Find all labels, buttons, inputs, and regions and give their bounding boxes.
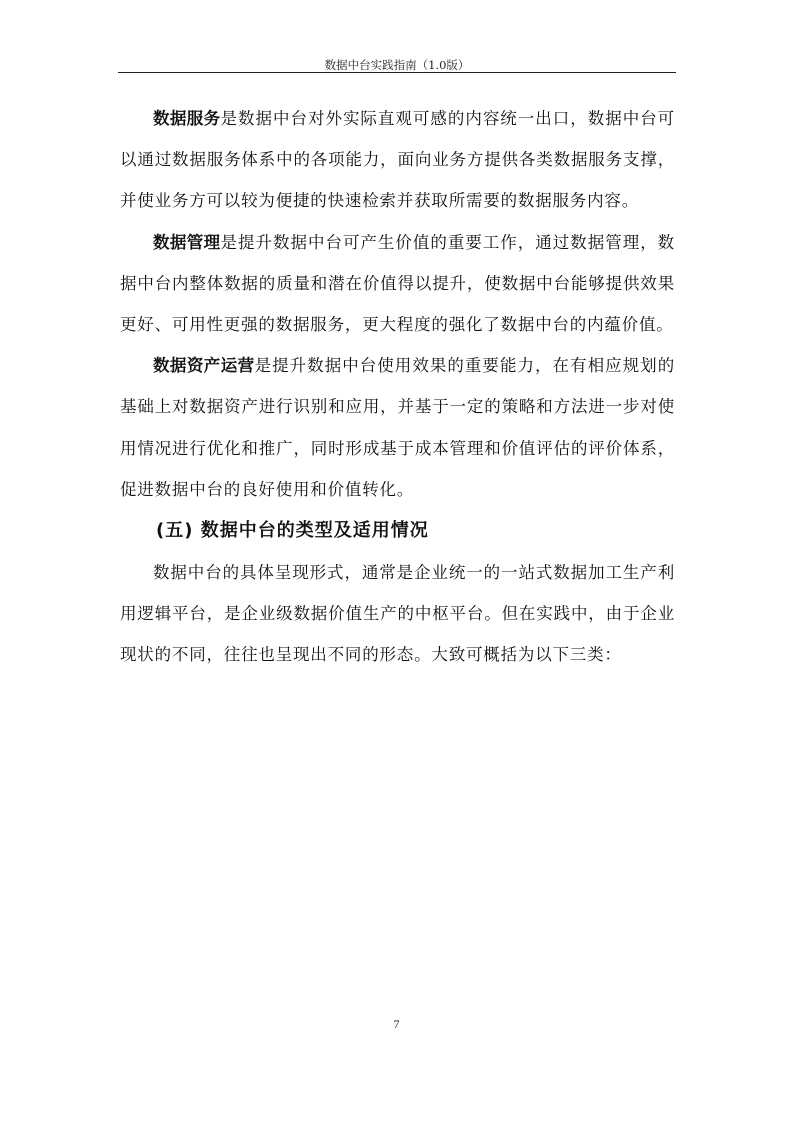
- term-data-management: 数据管理: [153, 232, 221, 252]
- running-header: 数据中台实践指南（1.0版）: [324, 58, 470, 72]
- term-data-service: 数据服务: [153, 109, 221, 128]
- section-heading: (五) 数据中台的类型及适用情况: [156, 520, 429, 542]
- header-rule: [118, 72, 676, 73]
- paragraph-text: 是提升数据中台使用效果的重要能力，在有相应规划的基础上对数据资产进行识别和应用，并基于一定的策略和方法进一步对使用情况进行优化和推广，同时形成基于成本管理和价值评估的评价体系，促进数据中台的良好使用和价值转化。: [120, 356, 676, 499]
- page-number: 7: [393, 1017, 400, 1031]
- term-data-asset-operation: 数据资产运营: [153, 356, 255, 376]
- paragraph-data-service: [120, 98, 675, 222]
- paragraph-data-management: [120, 222, 675, 346]
- body-text: [120, 98, 675, 676]
- paragraph-data-asset-operation: [120, 345, 675, 510]
- paragraph-text: 数据中台的具体呈现形式，通常是企业统一的一站式数据加工生产利用逻辑平台，是企业级数据价值生产的中枢平台。但在实践中，由于企业现状的不同，往往也呈现出不同的形态。大致可概括为以下三类：: [120, 563, 675, 665]
- paragraph-text: 是提升数据中台可产生价值的重要工作，通过数据管理，数据中台内整体数据的质量和潜在价值得以提升，使数据中台能够提供效果更好、可用性更强的数据服务，更大程度的强化了数据中台的内蕴价值。: [120, 232, 675, 335]
- paragraph-text: 是数据中台对外实际直观可感的内容统一出口，数据中台可以通过数据服务体系中的各项能力，面向业务方提供各类数据服务支撑，并使业务方可以较为便捷的快速检索并获取所需要的数据服务内容。: [120, 109, 675, 211]
- paragraph-types-intro: [120, 552, 675, 676]
